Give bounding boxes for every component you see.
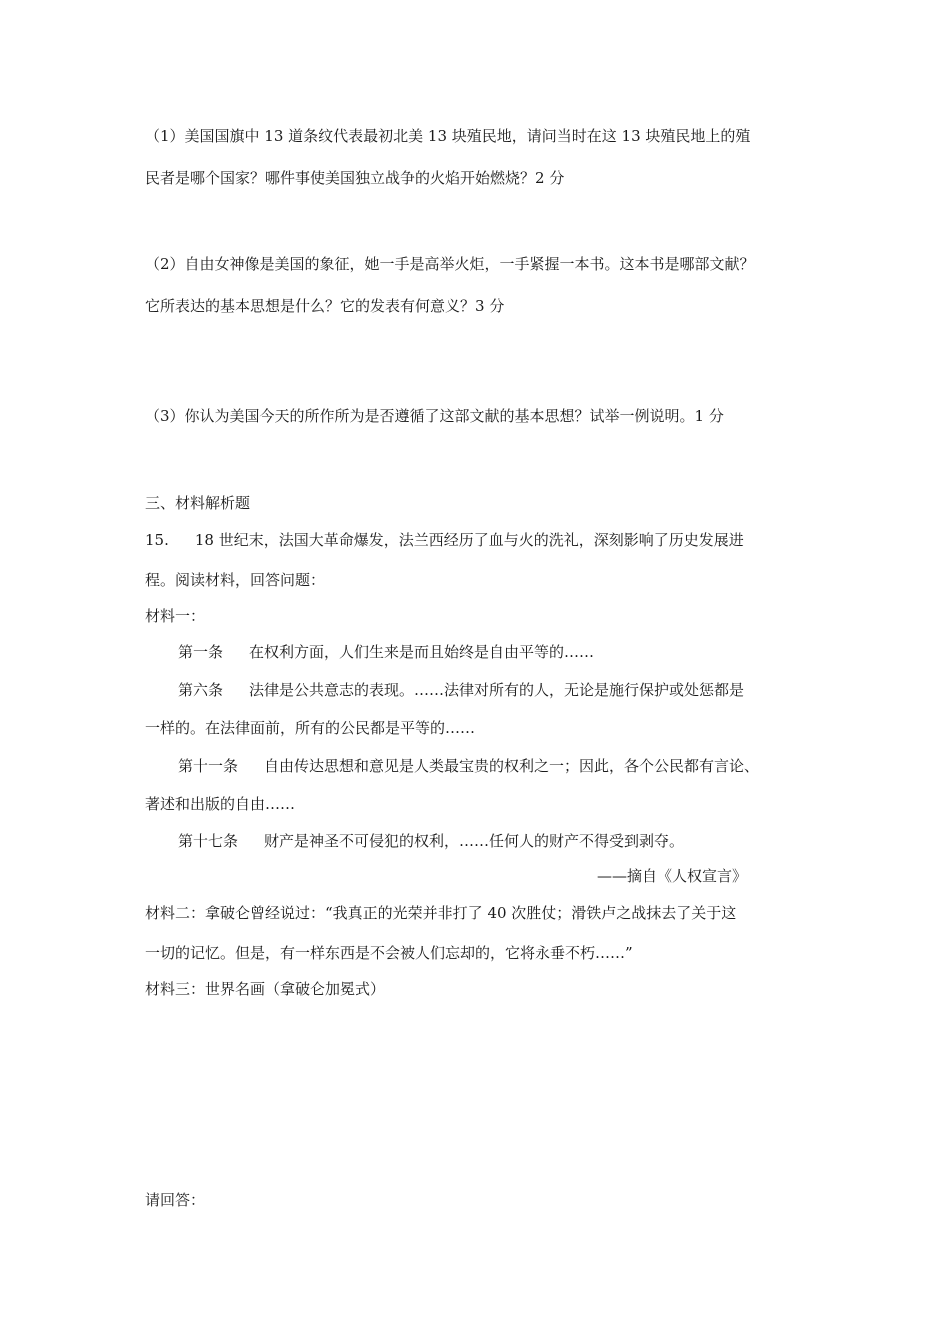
question-3-line-1: （3）你认为美国今天的所作所为是否遵循了这部文献的基本思想？试举一例说明。1 分 [145, 407, 724, 425]
section-heading: 三、材料解析题 [145, 494, 251, 512]
article-17-title: 第十七条 [178, 832, 239, 850]
article-6 [178, 680, 744, 700]
material-2-line-2: 一切的记忆。但是，有一样东西是不会被人们忘却的，它将永垂不朽……” [145, 944, 633, 962]
article-17-text: 财产是神圣不可侵犯的权利，……任何人的财产不得受到剥夺。 [264, 832, 685, 850]
question-15-line-1 [145, 530, 744, 550]
question-15-text: 18 世纪末，法国大革命爆发，法兰西经历了血与火的洗礼，深刻影响了历史发展进 [194, 531, 744, 549]
material-1-source: ——摘自《人权宣言》 [597, 867, 748, 885]
article-1-text: 在权利方面，人们生来是而且始终是自由平等的…… [249, 643, 595, 661]
material-3-line-1: 材料三：世界名画（拿破仑加冕式） [145, 980, 386, 998]
article-11 [178, 756, 759, 776]
article-6-text: 法律是公共意志的表现。……法律对所有的人，无论是施行保护或处惩都是 [249, 681, 745, 699]
article-1-title: 第一条 [178, 643, 224, 661]
article-1 [178, 642, 594, 662]
article-6-title: 第六条 [178, 681, 224, 699]
question-1-line-2: 民者是哪个国家？哪件事使美国独立战争的火焰开始燃烧？2 分 [145, 169, 565, 187]
question-2-line-2: 它所表达的基本思想是什么？它的发表有何意义？3 分 [145, 297, 505, 315]
material-2-line-1: 材料二：拿破仑曾经说过：“我真正的光荣并非打了 40 次胜仗；滑铁卢之战抹去了关于这 [145, 904, 737, 922]
question-2-line-1: （2）自由女神像是美国的象征，她一手是高举火炬，一手紧握一本书。这本书是哪部文献？ [145, 255, 755, 273]
article-11-title: 第十一条 [178, 757, 239, 775]
article-17 [178, 831, 684, 851]
material-1-label: 材料一： [145, 607, 206, 625]
question-number: 15. [145, 531, 169, 549]
question-15-line-2: 程。阅读材料，回答问题： [145, 571, 326, 589]
article-6-continued: 一样的。在法律面前，所有的公民都是平等的…… [145, 719, 476, 737]
question-1-line-1: （1）美国国旗中 13 道条纹代表最初北美 13 块殖民地，请问当时在这 13 块殖民地上的殖 [145, 127, 751, 145]
article-11-continued: 著述和出版的自由…… [145, 795, 296, 813]
answer-prompt: 请回答： [145, 1191, 206, 1209]
article-11-text: 自由传达思想和意见是人类最宝贵的权利之一；因此，各个公民都有言论、 [264, 757, 760, 775]
